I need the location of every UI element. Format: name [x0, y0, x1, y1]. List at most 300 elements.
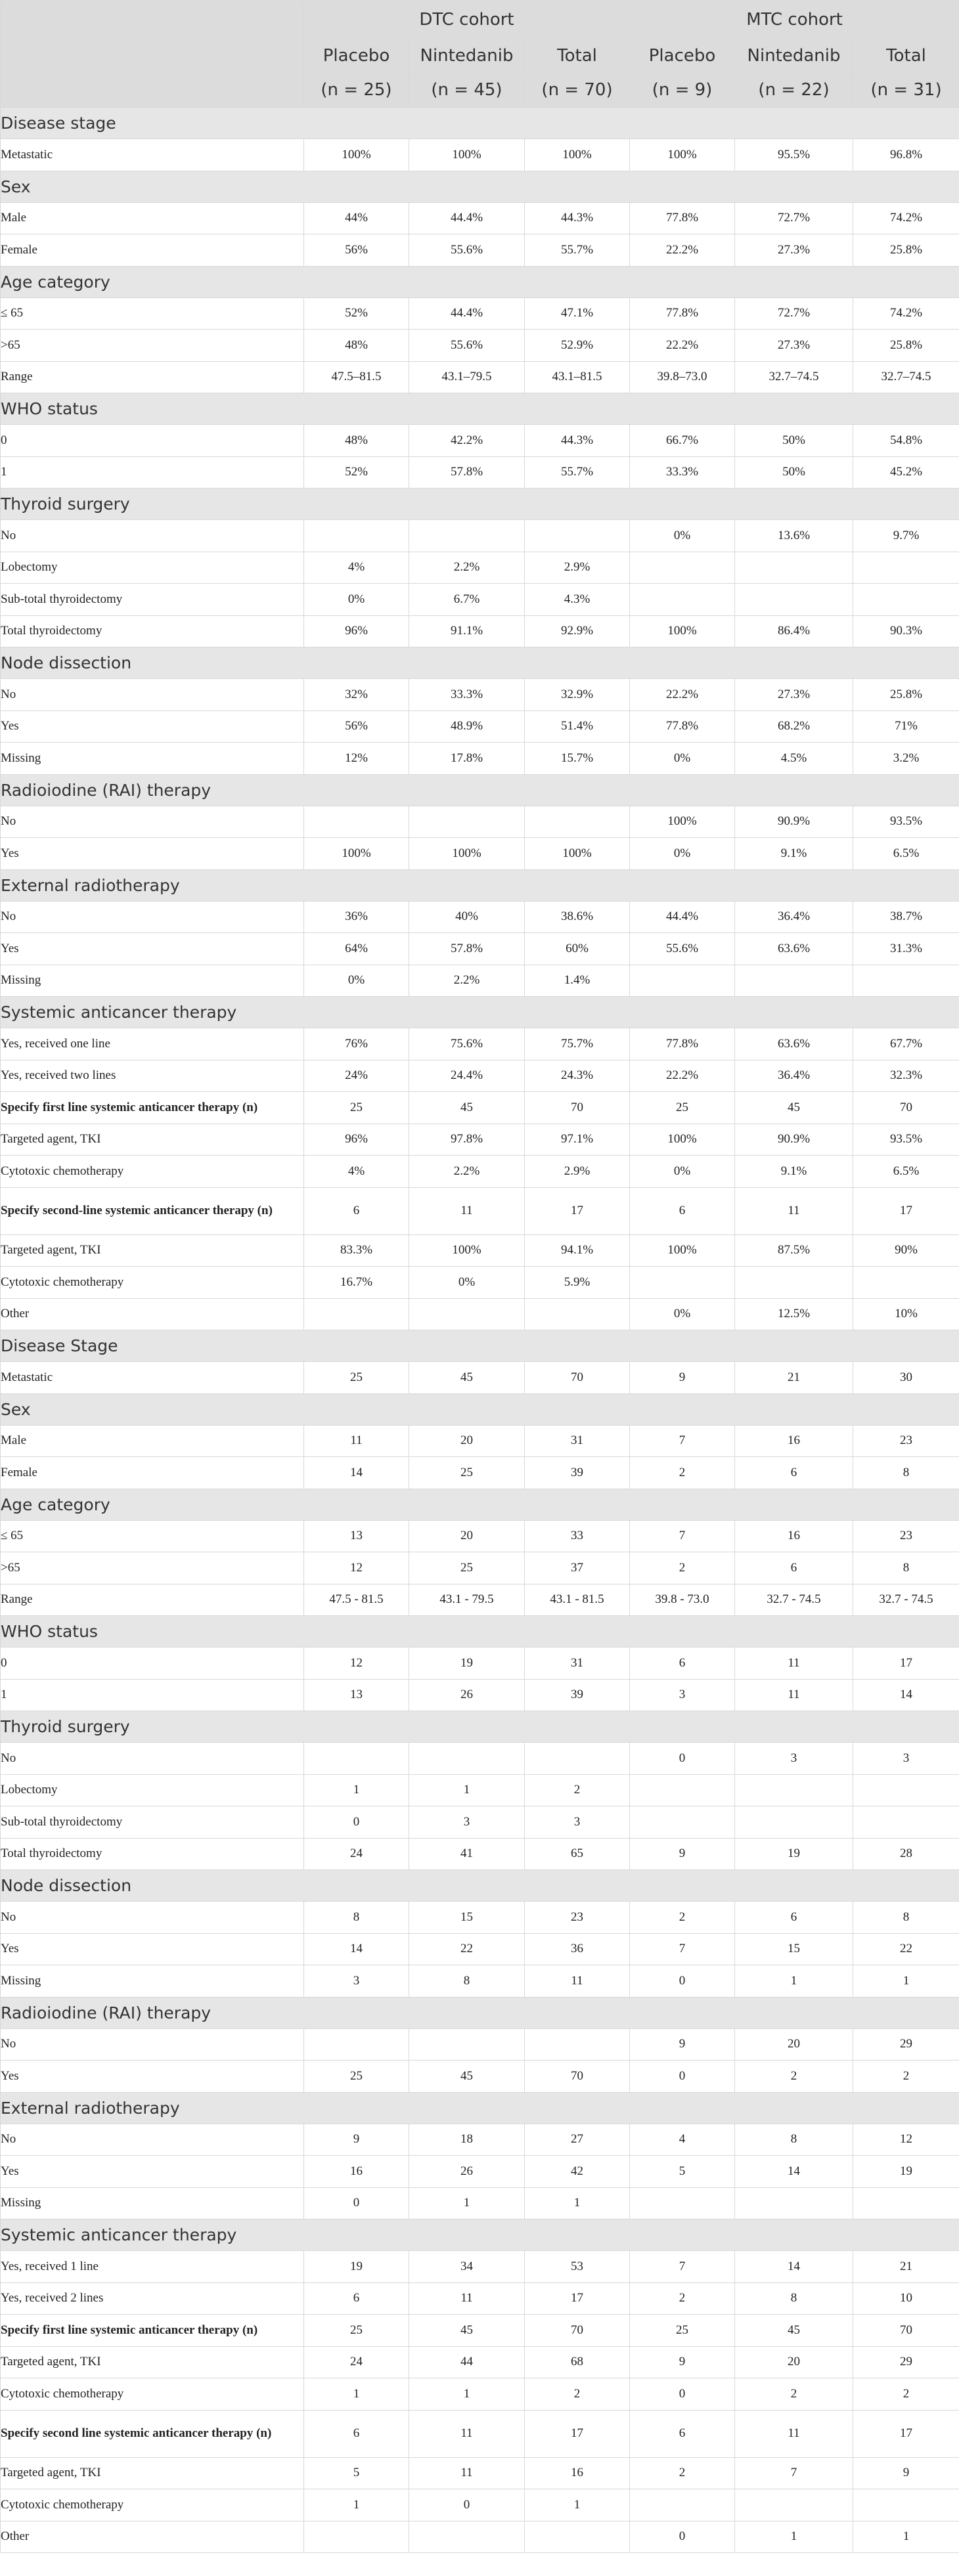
- table-row: [1, 1267, 959, 1299]
- table-cell: 100%: [304, 838, 409, 870]
- table-cell: 8: [853, 1552, 959, 1584]
- section-title: Systemic anticancer therapy: [1, 997, 959, 1028]
- table-cell: 17: [853, 1187, 959, 1234]
- table-cell: [735, 584, 853, 616]
- table-cell: 12: [853, 2124, 959, 2156]
- table-cell: 22: [409, 1933, 525, 1965]
- table-cell: 93.5%: [853, 806, 959, 838]
- table-cell: [630, 2187, 735, 2219]
- table-cell: 100%: [409, 838, 525, 870]
- table-cell: 32.3%: [853, 1060, 959, 1092]
- table-cell: 45: [409, 1092, 525, 1124]
- table-cell: 21: [853, 2251, 959, 2283]
- table-cell: 20: [735, 2028, 853, 2061]
- table-cell: 75.7%: [525, 1028, 630, 1060]
- row-label: Range: [1, 361, 304, 393]
- table-cell: 0: [630, 2378, 735, 2411]
- table-cell: 32.7 - 74.5: [853, 1584, 959, 1616]
- row-label: No: [1, 2124, 304, 2156]
- section-header-row: [1, 1616, 959, 1648]
- row-label: 0: [1, 1648, 304, 1680]
- table-cell: 2.9%: [525, 1156, 630, 1188]
- table-cell: 91.1%: [409, 615, 525, 647]
- table-cell: 3.2%: [853, 743, 959, 775]
- row-label: No: [1, 679, 304, 711]
- table-cell: [630, 965, 735, 997]
- table-cell: 9: [630, 2028, 735, 2061]
- table-cell: 12.5%: [735, 1298, 853, 1330]
- table-cell: [735, 2489, 853, 2521]
- row-label: Cytotoxic chemotherapy: [1, 2489, 304, 2521]
- table-cell: 24.4%: [409, 1060, 525, 1092]
- table-cell: 26: [409, 2156, 525, 2188]
- table-cell: 47.5 - 81.5: [304, 1584, 409, 1616]
- table-row: [1, 1124, 959, 1156]
- table-cell: 6.7%: [409, 584, 525, 616]
- table-cell: 74.2%: [853, 297, 959, 330]
- table-cell: 38.6%: [525, 901, 630, 933]
- table-row: [1, 1520, 959, 1552]
- table-row: [1, 202, 959, 234]
- table-cell: 25: [304, 1362, 409, 1394]
- table-cell: 6: [735, 1457, 853, 1489]
- table-body: [1, 108, 959, 2553]
- table-cell: 9: [630, 1362, 735, 1394]
- table-cell: [525, 1298, 630, 1330]
- section-header-row: [1, 108, 959, 139]
- row-label: Yes, received one line: [1, 1028, 304, 1060]
- table-cell: 24: [304, 2346, 409, 2378]
- table-cell: [630, 552, 735, 584]
- table-row: [1, 1902, 959, 1934]
- table-cell: 1: [304, 1774, 409, 1806]
- table-cell: 8: [304, 1902, 409, 1934]
- table-cell: 55.7%: [525, 234, 630, 267]
- row-label: Missing: [1, 2187, 304, 2219]
- table-row: [1, 1965, 959, 1997]
- table-cell: 0: [630, 2521, 735, 2553]
- dtc-cohort-header: DTC cohort: [304, 1, 630, 39]
- section-header-row: [1, 1711, 959, 1743]
- table-cell: 90.9%: [735, 806, 853, 838]
- section-header-row: [1, 997, 959, 1028]
- row-label: Yes: [1, 1933, 304, 1965]
- table-cell: 20: [735, 2346, 853, 2378]
- table-cell: 5: [630, 2156, 735, 2188]
- table-cell: [525, 520, 630, 552]
- section-title: Thyroid surgery: [1, 489, 959, 520]
- column-header-name: Nintedanib: [735, 39, 853, 73]
- table-row: [1, 1679, 959, 1711]
- table-cell: 50%: [735, 425, 853, 457]
- table-cell: 52%: [304, 297, 409, 330]
- table-cell: 31: [525, 1648, 630, 1680]
- table-cell: 6: [304, 2282, 409, 2315]
- row-label: Other: [1, 2521, 304, 2553]
- table-cell: 0: [630, 2061, 735, 2093]
- table-cell: 18: [409, 2124, 525, 2156]
- section-title: Disease stage: [1, 108, 959, 139]
- table-cell: 33.3%: [409, 679, 525, 711]
- row-label: Specify first line systemic anticancer therapy (n): [1, 2315, 304, 2347]
- table-cell: 4%: [304, 1156, 409, 1188]
- table-cell: 52.9%: [525, 330, 630, 362]
- table-cell: 32.9%: [525, 679, 630, 711]
- row-label: Male: [1, 1425, 304, 1457]
- table-cell: 25.8%: [853, 330, 959, 362]
- row-label: No: [1, 901, 304, 933]
- table-cell: 15: [735, 1933, 853, 1965]
- table-cell: 86.4%: [735, 615, 853, 647]
- table-cell: 97.8%: [409, 1124, 525, 1156]
- table-cell: 11: [525, 1965, 630, 1997]
- table-cell: 1: [409, 1774, 525, 1806]
- section-header-row: [1, 393, 959, 425]
- column-header-name: Total: [525, 39, 630, 73]
- table-cell: [630, 1267, 735, 1299]
- table-cell: 3: [853, 1743, 959, 1775]
- column-header-name: Placebo: [630, 39, 735, 73]
- table-cell: 55.6%: [409, 330, 525, 362]
- table-cell: 55.6%: [409, 234, 525, 267]
- table-cell: 100%: [630, 1124, 735, 1156]
- section-title: Age category: [1, 1489, 959, 1520]
- table-cell: 2.2%: [409, 1156, 525, 1188]
- table-cell: 70: [525, 1362, 630, 1394]
- table-row: [1, 1028, 959, 1060]
- table-row: [1, 552, 959, 584]
- section-header-row: [1, 869, 959, 901]
- table-cell: 22.2%: [630, 679, 735, 711]
- table-cell: 44%: [304, 202, 409, 234]
- section-title: Radioiodine (RAI) therapy: [1, 774, 959, 806]
- row-label: Missing: [1, 965, 304, 997]
- table-cell: 34: [409, 2251, 525, 2283]
- table-cell: 6: [304, 2410, 409, 2457]
- section-header-row: [1, 647, 959, 679]
- table-cell: 2: [853, 2061, 959, 2093]
- table-cell: 29: [853, 2346, 959, 2378]
- table-cell: 32%: [304, 679, 409, 711]
- table-cell: 9: [853, 2457, 959, 2489]
- table-cell: 6: [630, 1648, 735, 1680]
- section-header-row: [1, 489, 959, 520]
- table-cell: [735, 2187, 853, 2219]
- table-cell: [304, 520, 409, 552]
- table-cell: 17.8%: [409, 743, 525, 775]
- table-cell: 47.5–81.5: [304, 361, 409, 393]
- table-cell: 72.7%: [735, 297, 853, 330]
- table-cell: 6: [630, 1187, 735, 1234]
- section-title: WHO status: [1, 393, 959, 425]
- table-cell: 70: [525, 2315, 630, 2347]
- row-label: Other: [1, 1298, 304, 1330]
- table-cell: 20: [409, 1520, 525, 1552]
- table-cell: 27: [525, 2124, 630, 2156]
- table-cell: 45: [409, 1362, 525, 1394]
- table-cell: 14: [735, 2251, 853, 2283]
- table-cell: 25.8%: [853, 679, 959, 711]
- table-cell: 31: [525, 1425, 630, 1457]
- table-cell: 3: [735, 1743, 853, 1775]
- table-cell: 45.2%: [853, 456, 959, 489]
- table-cell: 1: [853, 1965, 959, 1997]
- table-row: [1, 425, 959, 457]
- table-cell: 87.5%: [735, 1234, 853, 1267]
- column-header-name: Nintedanib: [409, 39, 525, 73]
- table-row: [1, 1552, 959, 1584]
- table-row: [1, 933, 959, 965]
- table-cell: [735, 1267, 853, 1299]
- table-row: [1, 1298, 959, 1330]
- table-cell: [525, 1743, 630, 1775]
- table-row: [1, 2251, 959, 2283]
- row-label: Targeted agent, TKI: [1, 1234, 304, 1267]
- row-label: Missing: [1, 1965, 304, 1997]
- table-cell: 39.8–73.0: [630, 361, 735, 393]
- table-cell: 30: [853, 1362, 959, 1394]
- row-label: Range: [1, 1584, 304, 1616]
- table-cell: 16.7%: [304, 1267, 409, 1299]
- table-cell: [853, 2489, 959, 2521]
- table-cell: 76%: [304, 1028, 409, 1060]
- table-cell: 14: [304, 1933, 409, 1965]
- table-cell: 100%: [409, 1234, 525, 1267]
- table-cell: 45: [735, 2315, 853, 2347]
- table-cell: 1: [409, 2378, 525, 2411]
- table-cell: 56%: [304, 234, 409, 267]
- table-cell: 33: [525, 1520, 630, 1552]
- row-label: Yes: [1, 838, 304, 870]
- table-cell: [409, 1298, 525, 1330]
- table-row: [1, 2489, 959, 2521]
- table-row: [1, 1457, 959, 1489]
- section-title: Node dissection: [1, 647, 959, 679]
- table-cell: 8: [853, 1457, 959, 1489]
- column-header-name: Total: [853, 39, 959, 73]
- row-label: Specify second line systemic anticancer therapy (n): [1, 2410, 304, 2457]
- table-cell: 40%: [409, 901, 525, 933]
- row-label: Targeted agent, TKI: [1, 2457, 304, 2489]
- table-cell: 5: [304, 2457, 409, 2489]
- table-cell: [630, 1806, 735, 1839]
- table-cell: 1: [735, 1965, 853, 1997]
- table-cell: 19: [735, 1838, 853, 1870]
- table-cell: 9.7%: [853, 520, 959, 552]
- table-row: [1, 806, 959, 838]
- table-cell: [409, 1743, 525, 1775]
- table-row: [1, 2156, 959, 2188]
- table-cell: 11: [409, 1187, 525, 1234]
- table-cell: 43.1 - 81.5: [525, 1584, 630, 1616]
- table-row: [1, 361, 959, 393]
- table-cell: 20: [409, 1425, 525, 1457]
- section-title: Age category: [1, 266, 959, 297]
- table-cell: 29: [853, 2028, 959, 2061]
- table-cell: 6: [630, 2410, 735, 2457]
- table-cell: 100%: [525, 838, 630, 870]
- table-cell: 7: [630, 2251, 735, 2283]
- table-cell: 8: [853, 1902, 959, 1934]
- table-cell: 4.5%: [735, 743, 853, 775]
- table-cell: 66.7%: [630, 425, 735, 457]
- column-header-n: (n = 25): [304, 73, 409, 108]
- table-row: [1, 743, 959, 775]
- table-cell: 9: [630, 2346, 735, 2378]
- table-cell: [304, 1298, 409, 1330]
- table-row: [1, 710, 959, 743]
- table-row: [1, 1774, 959, 1806]
- table-cell: 0: [304, 2187, 409, 2219]
- table-cell: [304, 1743, 409, 1775]
- row-label: >65: [1, 330, 304, 362]
- row-label: No: [1, 1902, 304, 1934]
- table-cell: 2: [630, 2457, 735, 2489]
- table-row: [1, 520, 959, 552]
- table-cell: [304, 806, 409, 838]
- table-cell: 1: [304, 2378, 409, 2411]
- table-cell: 57.8%: [409, 933, 525, 965]
- row-label: Metastatic: [1, 139, 304, 171]
- section-header-row: [1, 1393, 959, 1425]
- table-cell: 25.8%: [853, 234, 959, 267]
- table-cell: 70: [853, 2315, 959, 2347]
- row-label: ≤ 65: [1, 297, 304, 330]
- column-header-n: (n = 45): [409, 73, 525, 108]
- row-label: Cytotoxic chemotherapy: [1, 1267, 304, 1299]
- table-cell: 90.9%: [735, 1124, 853, 1156]
- table-cell: [409, 2521, 525, 2553]
- table-cell: 6: [304, 1187, 409, 1234]
- section-header-row: [1, 1997, 959, 2028]
- section-header-row: [1, 2092, 959, 2124]
- table-cell: 19: [853, 2156, 959, 2188]
- table-cell: [525, 2028, 630, 2061]
- table-cell: 44.3%: [525, 425, 630, 457]
- row-label: Yes: [1, 2156, 304, 2188]
- table-cell: 100%: [630, 1234, 735, 1267]
- table-row: [1, 2521, 959, 2553]
- table-row: [1, 2457, 959, 2489]
- table-row: [1, 584, 959, 616]
- table-cell: 77.8%: [630, 297, 735, 330]
- table-row: [1, 330, 959, 362]
- table-cell: 2: [630, 1457, 735, 1489]
- row-label: No: [1, 806, 304, 838]
- table-cell: 3: [525, 1806, 630, 1839]
- mtc-cohort-header: MTC cohort: [630, 1, 959, 39]
- table-cell: 56%: [304, 710, 409, 743]
- table-cell: 19: [304, 2251, 409, 2283]
- table-cell: 0%: [630, 520, 735, 552]
- table-cell: 97.1%: [525, 1124, 630, 1156]
- table-cell: 22.2%: [630, 330, 735, 362]
- section-title: External radiotherapy: [1, 869, 959, 901]
- table-cell: 22: [853, 1933, 959, 1965]
- table-cell: 96%: [304, 615, 409, 647]
- table-cell: 10: [853, 2282, 959, 2315]
- table-cell: 22.2%: [630, 234, 735, 267]
- table-cell: 0: [630, 1965, 735, 1997]
- table-row: [1, 1806, 959, 1839]
- section-title: Systemic anticancer therapy: [1, 2219, 959, 2251]
- table-cell: 0%: [630, 838, 735, 870]
- table-cell: 68.2%: [735, 710, 853, 743]
- table-cell: 38.7%: [853, 901, 959, 933]
- table-cell: 8: [735, 2282, 853, 2315]
- table-cell: 77.8%: [630, 202, 735, 234]
- table-cell: 90.3%: [853, 615, 959, 647]
- table-cell: [853, 1267, 959, 1299]
- table-cell: 32.7 - 74.5: [735, 1584, 853, 1616]
- table-cell: 2: [630, 1902, 735, 1934]
- table-row: [1, 2378, 959, 2411]
- table-cell: 42: [525, 2156, 630, 2188]
- table-cell: 71%: [853, 710, 959, 743]
- table-cell: [853, 552, 959, 584]
- table-cell: 9.1%: [735, 1156, 853, 1188]
- table-cell: 17: [525, 2282, 630, 2315]
- table-cell: 7: [630, 1933, 735, 1965]
- row-label: Specify first line systemic anticancer therapy (n): [1, 1092, 304, 1124]
- table-cell: 7: [630, 1425, 735, 1457]
- table-cell: 43.1–79.5: [409, 361, 525, 393]
- table-cell: 9.1%: [735, 838, 853, 870]
- row-label: Targeted agent, TKI: [1, 1124, 304, 1156]
- table-cell: 1: [304, 2489, 409, 2521]
- section-title: WHO status: [1, 1616, 959, 1648]
- table-cell: 5.9%: [525, 1267, 630, 1299]
- table-cell: 23: [853, 1425, 959, 1457]
- table-cell: 1: [525, 2187, 630, 2219]
- section-header-row: [1, 266, 959, 297]
- row-label: Targeted agent, TKI: [1, 2346, 304, 2378]
- table-cell: 1: [853, 2521, 959, 2553]
- table-cell: [525, 806, 630, 838]
- table-row: [1, 1234, 959, 1267]
- table-cell: 50%: [735, 456, 853, 489]
- table-cell: [630, 1774, 735, 1806]
- table-cell: 100%: [304, 139, 409, 171]
- table-cell: 23: [853, 1520, 959, 1552]
- table-cell: 36.4%: [735, 1060, 853, 1092]
- table-cell: 100%: [630, 615, 735, 647]
- table-cell: 83.3%: [304, 1234, 409, 1267]
- table-cell: 2.9%: [525, 552, 630, 584]
- table-cell: 92.9%: [525, 615, 630, 647]
- column-header-n: (n = 9): [630, 73, 735, 108]
- table-cell: 16: [304, 2156, 409, 2188]
- table-cell: 45: [409, 2061, 525, 2093]
- section-header-row: [1, 1870, 959, 1902]
- table-cell: 24: [304, 1838, 409, 1870]
- table-cell: 57.8%: [409, 456, 525, 489]
- table-cell: 17: [853, 1648, 959, 1680]
- table-cell: 100%: [409, 139, 525, 171]
- table-header: [1, 1, 959, 108]
- table-row: [1, 838, 959, 870]
- row-label: Female: [1, 1457, 304, 1489]
- table-cell: 44.4%: [409, 202, 525, 234]
- table-cell: 77.8%: [630, 710, 735, 743]
- table-cell: 14: [853, 1679, 959, 1711]
- section-header-row: [1, 1489, 959, 1520]
- table-cell: 36: [525, 1933, 630, 1965]
- table-cell: 55.6%: [630, 933, 735, 965]
- row-label: Total thyroidectomy: [1, 1838, 304, 1870]
- row-label: 0: [1, 425, 304, 457]
- table-cell: 2: [630, 2282, 735, 2315]
